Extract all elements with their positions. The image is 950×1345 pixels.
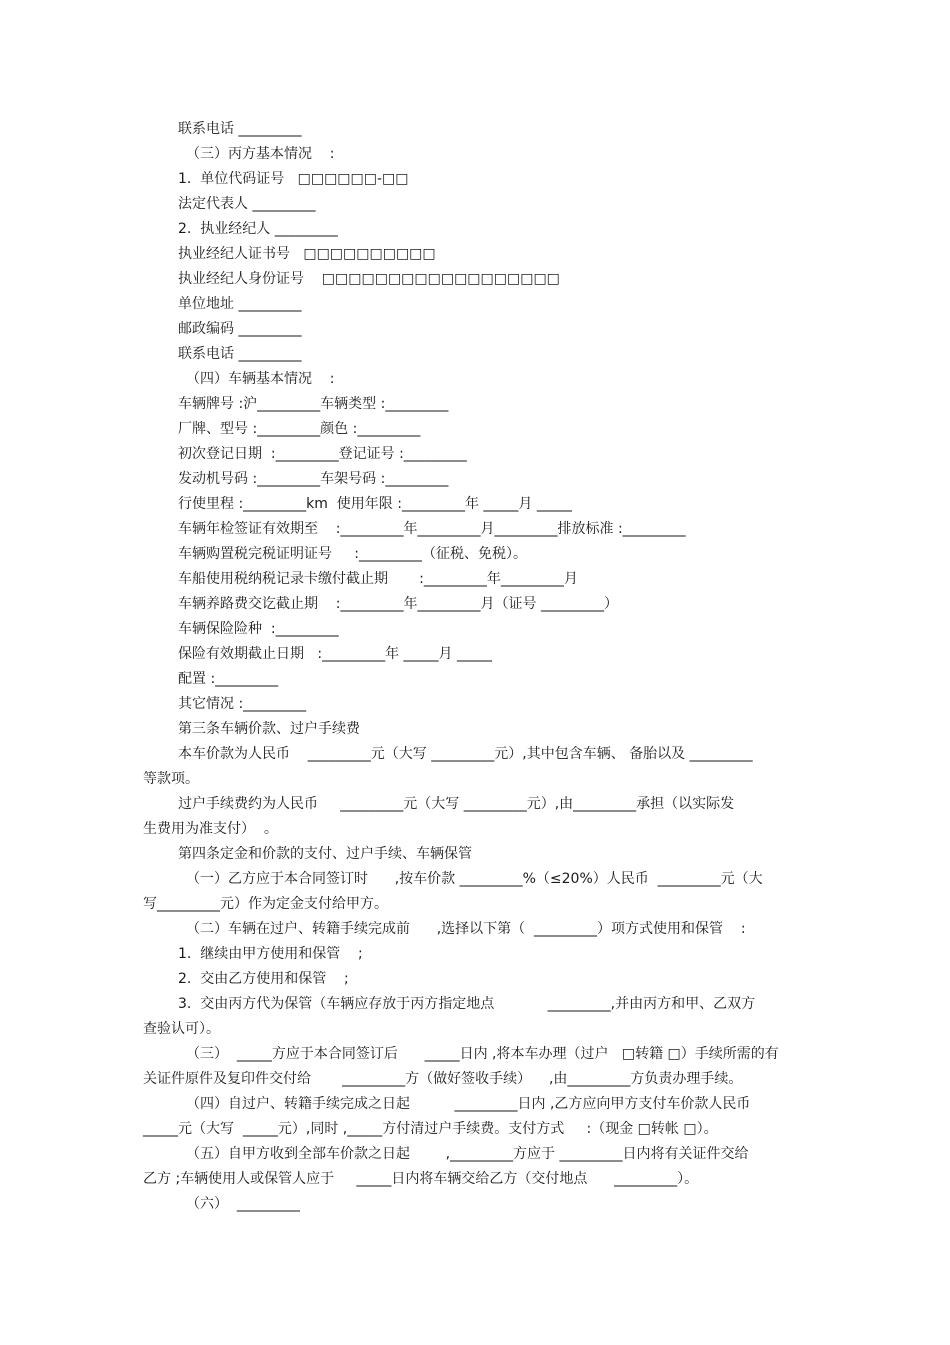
text-line-legal-rep: 法定代表人 _________ bbox=[178, 196, 316, 212]
text-line-purchase-tax: 车辆购置税完税证明证号 :_________（征税、免税）。 bbox=[178, 546, 527, 562]
text-line-broker-cert: 执业经纪人证书号 □□□□□□□□□□ bbox=[178, 246, 436, 262]
text-line-contact-phone-c: 联系电话 _________ bbox=[178, 346, 302, 362]
text-line-item-4: （四）自过户、转籍手续完成之日起 _________日内 ,乙方应向甲方支付车价款人民币 bbox=[186, 1096, 751, 1112]
text-line-contact-phone-b: 联系电话 _________ bbox=[178, 121, 302, 137]
text-line-other: 其它情况 :_________ bbox=[178, 696, 307, 712]
text-line-configuration: 配置 :_________ bbox=[178, 671, 279, 687]
text-line-deposit: （一）乙方应于本合同签订时 ,按车价款 _________%（≤20%）人民币 _________元（大 bbox=[186, 871, 763, 887]
text-line-item-5: （五）自甲方收到全部车价款之日起 ,_________方应于 _________日内将有关证件交给 bbox=[186, 1146, 749, 1162]
text-line-deposit-cont: 写_________元）作为定金支付给甲方。 bbox=[143, 896, 388, 912]
article-heading-4: 第四条定金和价款的支付、过户手续、车辆保管 bbox=[178, 846, 472, 862]
text-line-transfer-fee: 过户手续费约为人民币 _________元（大写 _________元）,由_________承担（以实际发 bbox=[178, 796, 735, 812]
text-line-option-2: 2. 交由乙方使用和保管 ; bbox=[178, 971, 349, 987]
text-line-plate: 车辆牌号 :沪_________车辆类型 :_________ bbox=[178, 396, 449, 412]
text-line-mileage: 行使里程 :_________km 使用年限 :_________年 _____月 _____ bbox=[178, 496, 572, 512]
text-line-option-3-cont: 查验认可）。 bbox=[143, 1021, 220, 1037]
text-line-inspection: 车辆年检签证有效期至 :_________年_________月_________排放标准 :_________ bbox=[178, 521, 686, 537]
text-line-insurance-expiry: 保险有效期截止日期 :_________年 _____月 _____ bbox=[178, 646, 492, 662]
text-line-transfer-fee-cont: 生费用为准支付） 。 bbox=[143, 821, 278, 837]
text-line-registration: 初次登记日期 :_________登记证号 :_________ bbox=[178, 446, 467, 462]
text-line-item-3: （三） _____方应于本合同签订后 _____日内 ,将本车办理（过户 □转籍 □）手续所需的有 bbox=[186, 1046, 779, 1062]
text-line-option-1: 1. 继续由甲方使用和保管 ; bbox=[178, 946, 363, 962]
text-line-road-fee: 车辆养路费交讫截止期 :_________年_________月（证号 _________） bbox=[178, 596, 618, 612]
text-line-option-3: 3. 交由丙方代为保管（车辆应存放于丙方指定地点 _________,并由丙方和甲、乙双方 bbox=[178, 996, 756, 1012]
section-heading-vehicle: （四）车辆基本情况 : bbox=[186, 371, 335, 387]
text-line-engine: 发动机号码 :_________车架号码 :_________ bbox=[178, 471, 449, 487]
text-line-address: 单位地址 _________ bbox=[178, 296, 302, 312]
text-line-price-cont: 等款项。 bbox=[143, 771, 199, 787]
text-line-insurance-type: 车辆保险险种 :_________ bbox=[178, 621, 339, 637]
text-line-item-5-cont: 乙方 ;车辆使用人或保管人应于 _____日内将车辆交给乙方（交付地点 _________）。 bbox=[143, 1171, 699, 1187]
text-line-price: 本车价款为人民币 _________元（大写 _________元）,其中包含车辆、 备胎以及 _________ bbox=[178, 746, 753, 762]
text-line-broker-id: 执业经纪人身份证号 □□□□□□□□□□□□□□□□□□ bbox=[178, 271, 560, 287]
text-line-item-6: （六） _________ bbox=[186, 1196, 300, 1212]
text-line-custody: （二）车辆在过户、转籍手续完成前 ,选择以下第（ _________）项方式使用和保管 : bbox=[186, 921, 746, 937]
article-heading-3: 第三条车辆价款、过户手续费 bbox=[178, 721, 360, 737]
text-line-org-code: 1. 单位代码证号 □□□□□□-□□ bbox=[178, 171, 409, 187]
text-line-brand-model: 厂牌、型号 :_________颜色 :_________ bbox=[178, 421, 421, 437]
text-line-item-3-cont: 关证件原件及复印件交付给 _________方（做好签收手续） ,由_________方负责办理手续。 bbox=[143, 1071, 743, 1087]
section-heading-party-c: （三）丙方基本情况 : bbox=[186, 146, 335, 162]
text-line-broker: 2. 执业经纪人 _________ bbox=[178, 221, 338, 237]
text-line-vessel-tax: 车船使用税纳税记录卡缴付截止期 :_________年_________月 bbox=[178, 571, 578, 587]
text-line-item-4-cont: _____元（大写 _____元）,同时 ,_____方付清过户手续费。支付方式 :（现金 □转帐 □）。 bbox=[143, 1121, 718, 1137]
text-line-postcode: 邮政编码 _________ bbox=[178, 321, 302, 337]
